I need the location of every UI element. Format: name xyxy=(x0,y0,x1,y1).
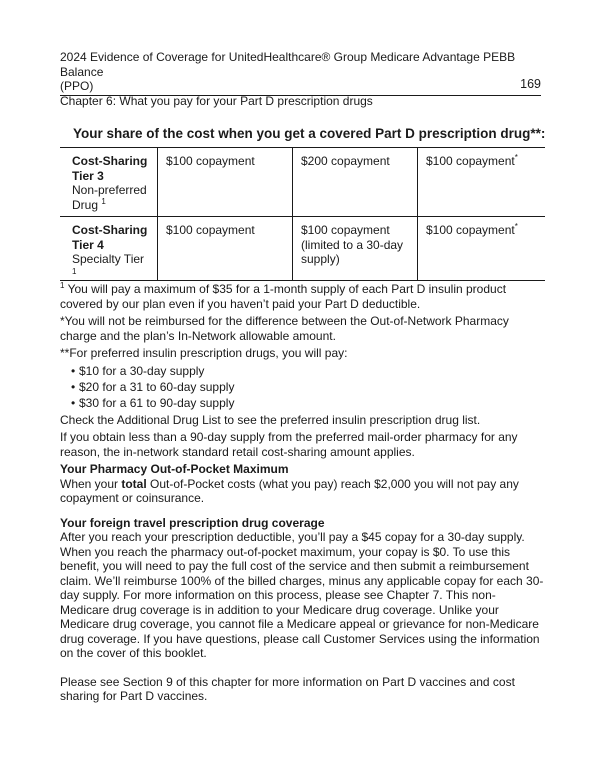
asterisk-marker: * xyxy=(514,222,518,231)
cost-sharing-table xyxy=(60,147,545,281)
cost-value: $100 copayment xyxy=(426,154,515,168)
cost-cell: $200 copayment xyxy=(293,148,418,217)
vaccines-note: Please see Section 9 of this chapter for more information on Part D vaccines and cost sharing for Part D vaccines. xyxy=(60,674,515,704)
bullet-icon: • xyxy=(71,379,76,394)
insulin-cost-list xyxy=(60,364,545,411)
list-item: • $30 for a 61 to 90-day supply xyxy=(71,396,235,411)
oop-text: When your total Out-of-Pocket costs (what you pay) reach $2,000 you will not pay any copayment or coinsurance. xyxy=(60,476,519,506)
tier-name: Cost-Sharing Tier 4 xyxy=(72,223,148,252)
section-title: Your share of the cost when you get a covered Part D prescription drug**: xyxy=(73,126,546,141)
footnote-marker: 1 xyxy=(72,266,77,276)
insulin-intro: **For preferred insulin prescription drugs, you will pay: xyxy=(60,346,348,360)
tier-description: Specialty Tier xyxy=(72,252,145,266)
mail-order-note: If you obtain less than a 90-day supply from the preferred mail-order pharmacy for any reason, the in-network standard retail cost-sharing amount applies. xyxy=(60,430,518,459)
travel-text: After you reach your prescription deductible, you’ll pay a $45 copay for a 30-day supply. When you reach the pharmacy out-of-pocket maximum, your copay is $0. To use this benefit, you will need to pay the full cost of the service and then submit a reimbursement claim. We’ll reimburse 100% of the billed charges, minus any applicable copay for each 30-day supply. For more information on this process, please see Chapter 7. This non-Medicare drug coverage is in addition to your Medicare drug coverage. Unlike your Medicare drug coverage, you cannot file a Medicare appeal or grievance for non-Medicare drug coverage. If you have questions, please call Customer Services using the information on the cover of this booklet. xyxy=(60,530,544,661)
tier-cell xyxy=(60,217,158,281)
page-number: 169 xyxy=(520,77,541,91)
out-of-network-note: *You will not be reimbursed for the difference between the Out-of-Network Pharmacy charge and the plan’s In-Network allowable amount. xyxy=(60,314,509,343)
footnote-marker: 1 xyxy=(60,281,65,290)
oop-heading: Your Pharmacy Out-of-Pocket Maximum xyxy=(60,462,289,477)
list-item: • $20 for a 31 to 60-day supply xyxy=(71,379,235,394)
travel-heading: Your foreign travel prescription drug coverage xyxy=(60,515,325,530)
tier-description: Non-preferred Drug xyxy=(72,183,147,212)
header-divider xyxy=(60,95,541,96)
bullet-icon: • xyxy=(71,396,76,411)
table-row xyxy=(60,217,545,281)
cost-cell xyxy=(418,217,546,281)
cost-cell: $100 copayment xyxy=(158,217,293,281)
tier-cell xyxy=(60,148,158,217)
page-header xyxy=(60,50,541,108)
drug-list-note: Check the Additional Drug List to see the preferred insulin prescription drug list. xyxy=(60,412,481,427)
footnote-marker: 1 xyxy=(101,196,106,206)
chapter-title: Chapter 6: What you pay for your Part D prescription drugs xyxy=(60,93,373,108)
table-row xyxy=(60,148,545,217)
cost-cell: $100 copayment (limited to a 30-day supply) xyxy=(293,217,418,281)
bullet-icon: • xyxy=(71,363,76,378)
notes-section xyxy=(60,282,545,707)
list-item: • $10 for a 30-day supply xyxy=(71,363,205,378)
document-title: 2024 Evidence of Coverage for UnitedHealthcare® Group Medicare Advantage PEBB Balance xyxy=(60,50,516,79)
asterisk-marker: * xyxy=(514,153,518,162)
cost-value: $100 copayment xyxy=(426,223,515,237)
cost-cell: $100 copayment xyxy=(158,148,293,217)
cost-cell xyxy=(418,148,546,217)
footnote-1: $^1$ You will pay a maximum of $35 for a 1-month supply of each Part D insulin product covered by our plan even if you haven’t paid your Part D deductible. xyxy=(60,281,507,311)
tier-name: Cost-Sharing Tier 3 xyxy=(72,154,148,183)
document-title-plan-type: (PPO) xyxy=(60,79,94,93)
